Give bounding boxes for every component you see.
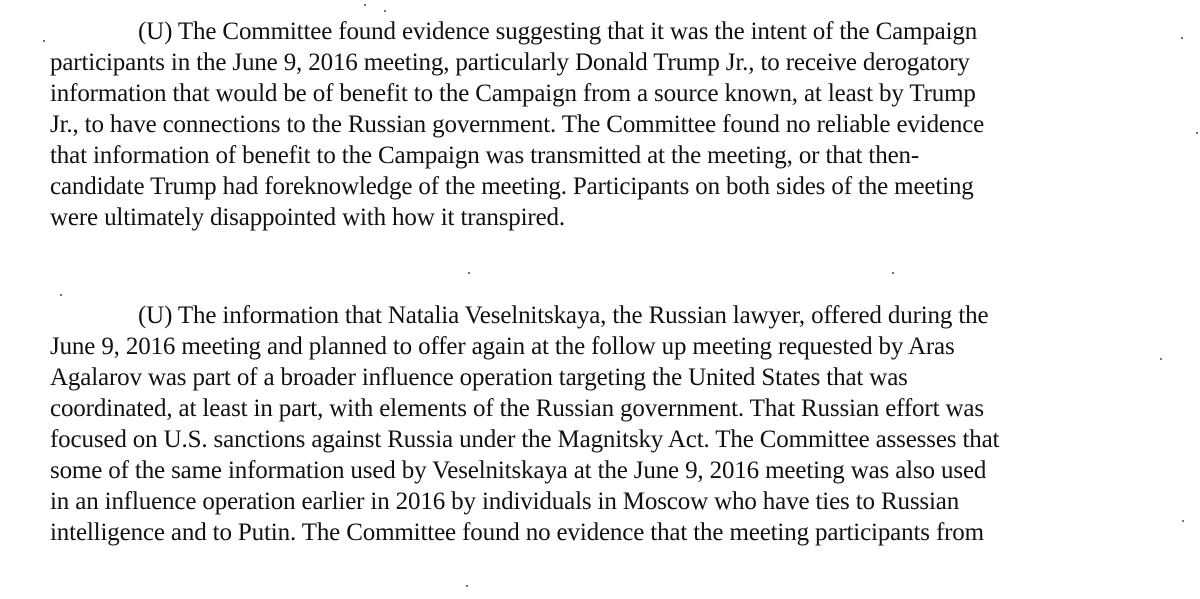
- text-line: intelligence and to Putin. The Committee found no evidence that the meeting participants from: [50, 519, 984, 546]
- text-line: candidate Trump had foreknowledge of the meeting. Participants on both sides of the meeting: [50, 173, 974, 200]
- text-line: coordinated, at least in part, with elements of the Russian government. That Russian effort was: [50, 395, 984, 422]
- scan-speck: [1160, 358, 1162, 360]
- text-line: Agalarov was part of a broader influence operation targeting the United States that was: [50, 364, 908, 391]
- text-line: (U) The Committee found evidence suggesting that it was the intent of the Campaign: [138, 18, 978, 45]
- scan-speck: [43, 40, 45, 42]
- text-line: Jr., to have connections to the Russian government. The Committee found no reliable evidence: [50, 111, 985, 138]
- text-line: some of the same information used by Veselnitskaya at the June 9, 2016 meeting was also used: [50, 457, 987, 484]
- scan-speck: [60, 294, 62, 296]
- text-line: that information of benefit to the Campaign was transmitted at the meeting, or that then-: [50, 142, 920, 169]
- paragraph-influence-operation: [50, 300, 1190, 548]
- text-line: (U) The information that Natalia Veselnitskaya, the Russian lawyer, offered during the: [138, 302, 989, 329]
- text-line: June 9, 2016 meeting and planned to offer again at the follow up meeting requested by Aras: [50, 333, 955, 360]
- scan-speck: [384, 10, 386, 12]
- paragraph-committee-findings-intent: [50, 16, 1190, 233]
- text-line: in an influence operation earlier in 2016 by individuals in Moscow who have ties to Russian: [50, 488, 960, 515]
- scan-speck: [1182, 520, 1184, 522]
- scan-speck: [468, 272, 470, 274]
- text-line: focused on U.S. sanctions against Russia under the Magnitsky Act. The Committee assesses that: [50, 426, 1000, 453]
- scan-speck: [892, 272, 894, 274]
- text-line: participants in the June 9, 2016 meeting, particularly Donald Trump Jr., to receive derogatory: [50, 49, 970, 76]
- scan-speck: [466, 585, 468, 587]
- scan-speck: [1181, 37, 1183, 39]
- text-line: were ultimately disappointed with how it transpired.: [50, 204, 566, 231]
- scan-speck: [1196, 132, 1198, 134]
- text-line: information that would be of benefit to the Campaign from a source known, at least by Trump: [50, 80, 976, 107]
- scan-speck: [364, 4, 366, 6]
